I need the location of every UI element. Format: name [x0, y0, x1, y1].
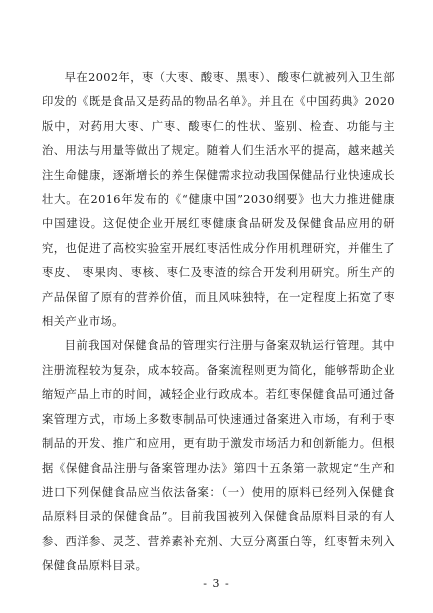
paragraph-regulation: 目前我国对保健食品的管理实行注册与备案双轨运行管理。其中注册流程较为复杂，成本较高。备案流程则更为简化，能够帮助企业缩短产品上市的时间，减轻企业行政成本。若红枣保健食品可通过备案管理方式，市场上多数枣制品可快速通过备案进入市场，有利于枣制品的开发、推广和应用，更有助于激发市场活力和创新能力。但根据《保健食品注册与备案管理办法》第四十五条第一款规定“生产和进口下列保健食品应当依法备案：（一）使用的原料已经列入保健食品原料目录的保健食品”。目前我国被列入保健食品原料目录的有人参、西洋参、灵芝、营养素补充剂、大豆分离蛋白等，红枣暂未列入保健食品原料目录。 [42, 339, 395, 573]
paragraph-history: 早在2002年，枣（大枣、酸枣、黑枣）、酸枣仁就被列入卫生部印发的《既是食品又是药品的物品名单》。并且在《中国药典》2020版中，对药用大枣、广枣、酸枣仁的性状、鉴别、检查、功能与主治、用法与用量等做出了规定。随着人们生活水平的提高，越来越关注生命健康，逐渐增长的养生保健需求拉动我国保健品行业快速成长壮大。在2016年发布的《“健康中国”2030纲要》也大力推进健康中国建设。这促使企业开展红枣健康食品研发及保健食品应用的研究，也促进了高校实验室开展红枣活性成分作用机理研究，并催生了枣皮、 枣果肉、枣核、枣仁及枣渣的综合开发利用研究。所生产的产品保留了原有的营养价值，而且风味独特，在一定程度上拓宽了枣相关产业市场。 [42, 71, 395, 329]
page-number: - 3 - [203, 577, 230, 590]
